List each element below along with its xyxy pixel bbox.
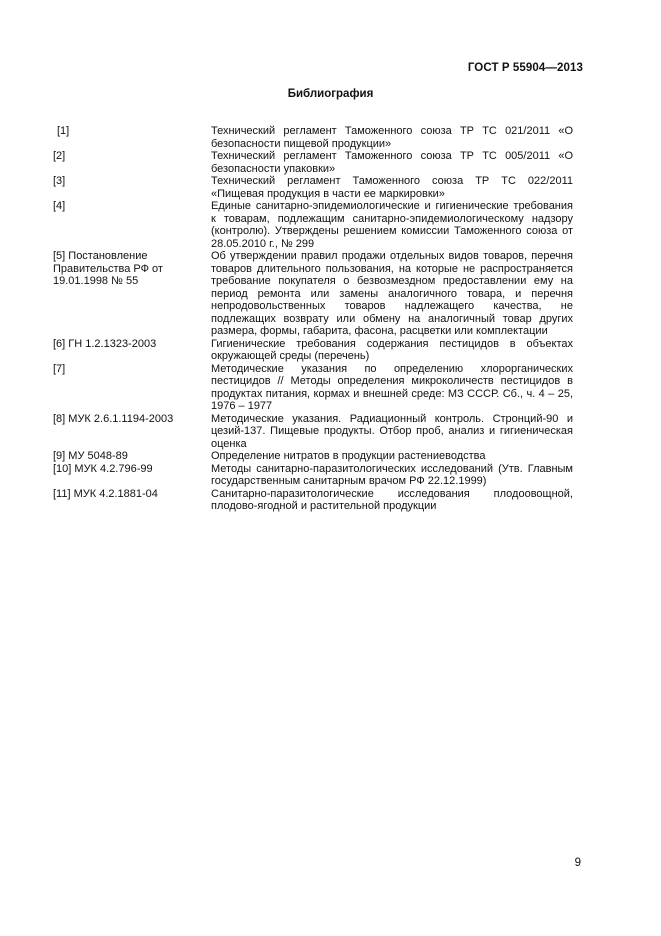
bibliography-entry bbox=[53, 488, 574, 513]
bibliography-entry bbox=[53, 450, 574, 463]
entry-text: Об утверждении правил продажи отдельных видов товаров, перечня товаров длительного пользования, на которые не распространяется требование покупателя о безвозмездном предоставлении ему на период ремонта или замены аналогичного товара, и перечня непродовольственных товаров надлежащего качества, не подлежащих возврату или обмену на аналогичный товар других размера, формы, габарита, фасона, расцветки или комплектации bbox=[211, 250, 573, 337]
entry-reference: [6] ГН 1.2.1323-2003 bbox=[53, 337, 157, 350]
entry-text: Технический регламент Таможенного союза ТР ТС 021/2011 «О безопасности пищевой продукции» bbox=[211, 125, 573, 150]
entry-text: Санитарно-паразитологические исследования плодоовощной, плодово-ягодной и растительной продукции bbox=[211, 487, 573, 512]
bibliography-entry bbox=[53, 463, 574, 488]
section-title: Библиография bbox=[287, 88, 374, 100]
entry-reference: [10] МУК 4.2.796-99 bbox=[53, 462, 153, 475]
bibliography-entry bbox=[53, 338, 574, 363]
entry-text: Единые санитарно-эпидемиологические и гигиенические требования к товарам, подлежащим санитарно-эпидемиологическому надзору (контролю). Утверждены решением комиссии Таможенного союза от 28.05.2010 г., № 299 bbox=[211, 200, 573, 250]
entry-reference: [4] bbox=[53, 200, 66, 212]
entry-text: Методические указания. Радиационный контроль. Стронций-90 и цезий-137. Пищевые продукты. Отбор проб, анализ и гигиеническая оценка bbox=[211, 412, 573, 450]
bibliography-entry bbox=[53, 150, 574, 175]
page-number: 9 bbox=[574, 857, 581, 869]
document-code: ГОСТ Р 55904—2013 bbox=[467, 62, 583, 74]
entry-reference: [3] bbox=[53, 175, 66, 187]
bibliography-entry bbox=[53, 363, 574, 413]
entry-reference: [9] МУ 5048-89 bbox=[53, 450, 128, 462]
entry-reference: [5] Постановление Правительства РФ от 19.01.1998 № 55 bbox=[53, 250, 163, 287]
entry-reference: [1] bbox=[57, 125, 70, 137]
entry-text: Технический регламент Таможенного союза ТР ТС 022/2011 «Пищевая продукция в части ее маркировки» bbox=[211, 175, 573, 200]
bibliography-entry bbox=[53, 200, 574, 250]
entry-reference: [2] bbox=[53, 150, 66, 162]
entry-reference: [11] МУК 4.2.1881-04 bbox=[53, 487, 158, 500]
bibliography-entry bbox=[53, 175, 574, 200]
bibliography-entry bbox=[53, 413, 574, 451]
bibliography-entry bbox=[53, 250, 574, 338]
bibliography-entry bbox=[53, 125, 574, 150]
entry-reference: [8] МУК 2.6.1.1194-2003 bbox=[53, 412, 174, 425]
entry-text: Методические указания по определению хлорорганических пестицидов // Методы определения микроколичеств пестицидов в продуктах питания, кормах и внешней среде: МЗ СССР. Сб., ч. 4 – 25, 1976 – 1977 bbox=[211, 362, 573, 412]
entry-text: Методы санитарно-паразитологических исследований (Утв. Главным государственным санитарным врачом РФ 22.12.1999) bbox=[211, 462, 573, 487]
entry-reference: [7] bbox=[53, 362, 66, 375]
entry-text: Гигиенические требования содержания пестицидов в объектах окружающей среды (перечень) bbox=[211, 337, 573, 362]
entry-text: Определение нитратов в продукции растениеводства bbox=[211, 450, 486, 462]
entry-text: Технический регламент Таможенного союза ТР ТС 005/2011 «О безопасности упаковки» bbox=[211, 150, 573, 175]
bibliography-list bbox=[53, 125, 574, 513]
